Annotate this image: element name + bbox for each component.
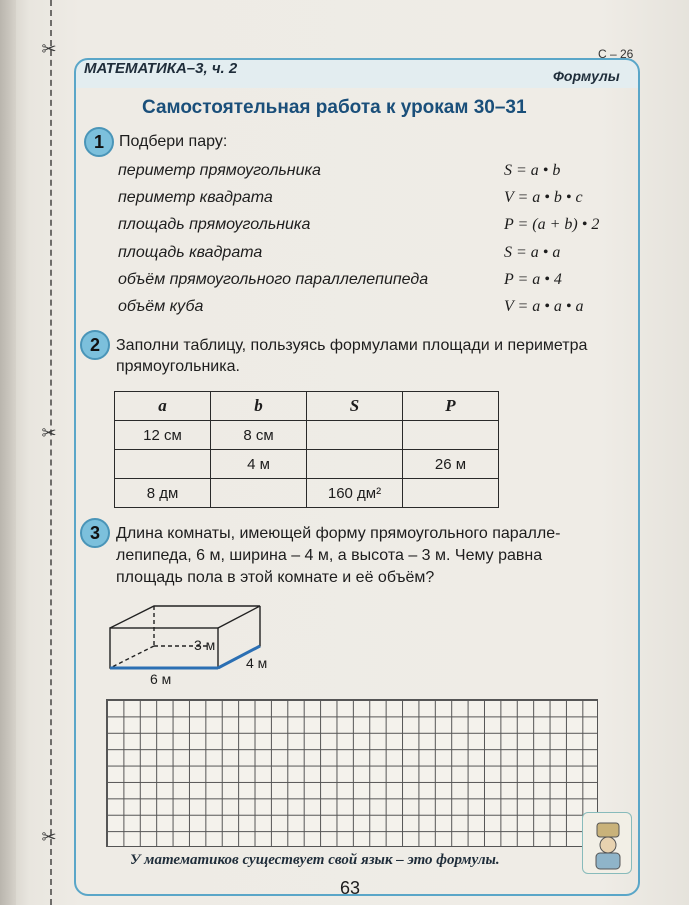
task1-prompt: Подбери пару: <box>119 133 228 150</box>
pair-right-formula: P = (a + b) • 2 <box>504 216 600 233</box>
pair-left-item: объём прямоугольного параллелепипеда <box>118 271 429 288</box>
cut-line <box>50 0 52 905</box>
table-row <box>115 450 499 479</box>
mascot-illustration <box>582 812 632 874</box>
pair-row <box>118 298 638 324</box>
column-header-a: a <box>115 392 211 421</box>
length-label: 6 м <box>150 671 172 687</box>
footer-quote: У математиков существует свой язык – это формулы. <box>130 852 500 868</box>
pair-right-formula: V = a • b • c <box>504 189 583 206</box>
table-cell[interactable] <box>307 421 403 450</box>
height-label: 3 м <box>194 637 216 653</box>
pair-right-formula: V = a • a • a <box>504 298 584 315</box>
work-title: Самостоятельная работа к урокам 30–31 <box>142 97 527 118</box>
scissors-icon: ✂ <box>41 423 57 443</box>
table-cell[interactable] <box>211 479 307 508</box>
box-diagram <box>100 600 300 690</box>
pair-left-item: периметр прямоугольника <box>118 162 321 179</box>
table-cell[interactable]: 8 см <box>211 421 307 450</box>
width-label: 4 м <box>246 655 268 671</box>
task3-line2: лепипеда, 6 м, ширина – 4 м, а высота – 3 м. Чему равна <box>116 547 543 564</box>
table-cell[interactable]: 8 дм <box>115 479 211 508</box>
pair-right-formula: P = a • 4 <box>504 271 562 288</box>
pair-left-item: периметр квадрата <box>118 189 273 206</box>
pair-right-formula: S = a • a <box>504 244 561 261</box>
table-cell[interactable] <box>307 450 403 479</box>
table-row <box>115 479 499 508</box>
column-header-p: P <box>403 392 499 421</box>
fill-table <box>114 391 499 508</box>
answer-grid[interactable] <box>106 699 598 847</box>
table-cell[interactable]: 160 дм² <box>307 479 403 508</box>
pair-row <box>118 244 638 270</box>
pair-left-item: площадь квадрата <box>118 244 263 261</box>
box-top-face <box>110 606 260 628</box>
task3-line1: Длина комнаты, имеющей форму прямоугольного паралле- <box>116 525 561 542</box>
table-header-row <box>115 392 499 421</box>
scissors-icon: ✂ <box>41 827 57 847</box>
pair-left-item: площадь прямоугольника <box>118 216 311 233</box>
table-row <box>115 421 499 450</box>
pair-row <box>118 271 638 297</box>
pair-row <box>118 162 638 188</box>
task2-prompt-line1: Заполни таблицу, пользуясь формулами площади и периметра <box>116 337 588 354</box>
table-cell[interactable] <box>403 421 499 450</box>
pair-row <box>118 216 638 242</box>
task-number-badge: 3 <box>80 518 110 548</box>
page-code: С – 26 <box>598 47 634 61</box>
book-binding <box>0 0 16 905</box>
task-number-badge: 2 <box>80 330 110 360</box>
pair-right-formula: S = a • b <box>504 162 561 179</box>
table-cell[interactable]: 12 см <box>115 421 211 450</box>
pair-left-item: объём куба <box>118 298 204 315</box>
book-title: МАТЕМАТИКА–3, ч. 2 <box>84 60 238 77</box>
scissors-icon: ✂ <box>41 39 57 59</box>
pair-row <box>118 189 638 215</box>
topic-label: Формулы <box>553 68 620 84</box>
task3-line3: площадь пола в этой комнате и её объём? <box>116 569 435 586</box>
table-cell[interactable]: 26 м <box>403 450 499 479</box>
column-header-s: S <box>307 392 403 421</box>
table-cell[interactable] <box>403 479 499 508</box>
task-number-badge: 1 <box>84 127 114 157</box>
page-number: 63 <box>340 878 361 898</box>
task2-prompt-line2: прямоугольника. <box>116 358 240 375</box>
table-cell[interactable] <box>115 450 211 479</box>
hidden-edge <box>110 646 154 668</box>
table-cell[interactable]: 4 м <box>211 450 307 479</box>
column-header-b: b <box>211 392 307 421</box>
mascot-icon <box>583 813 633 875</box>
